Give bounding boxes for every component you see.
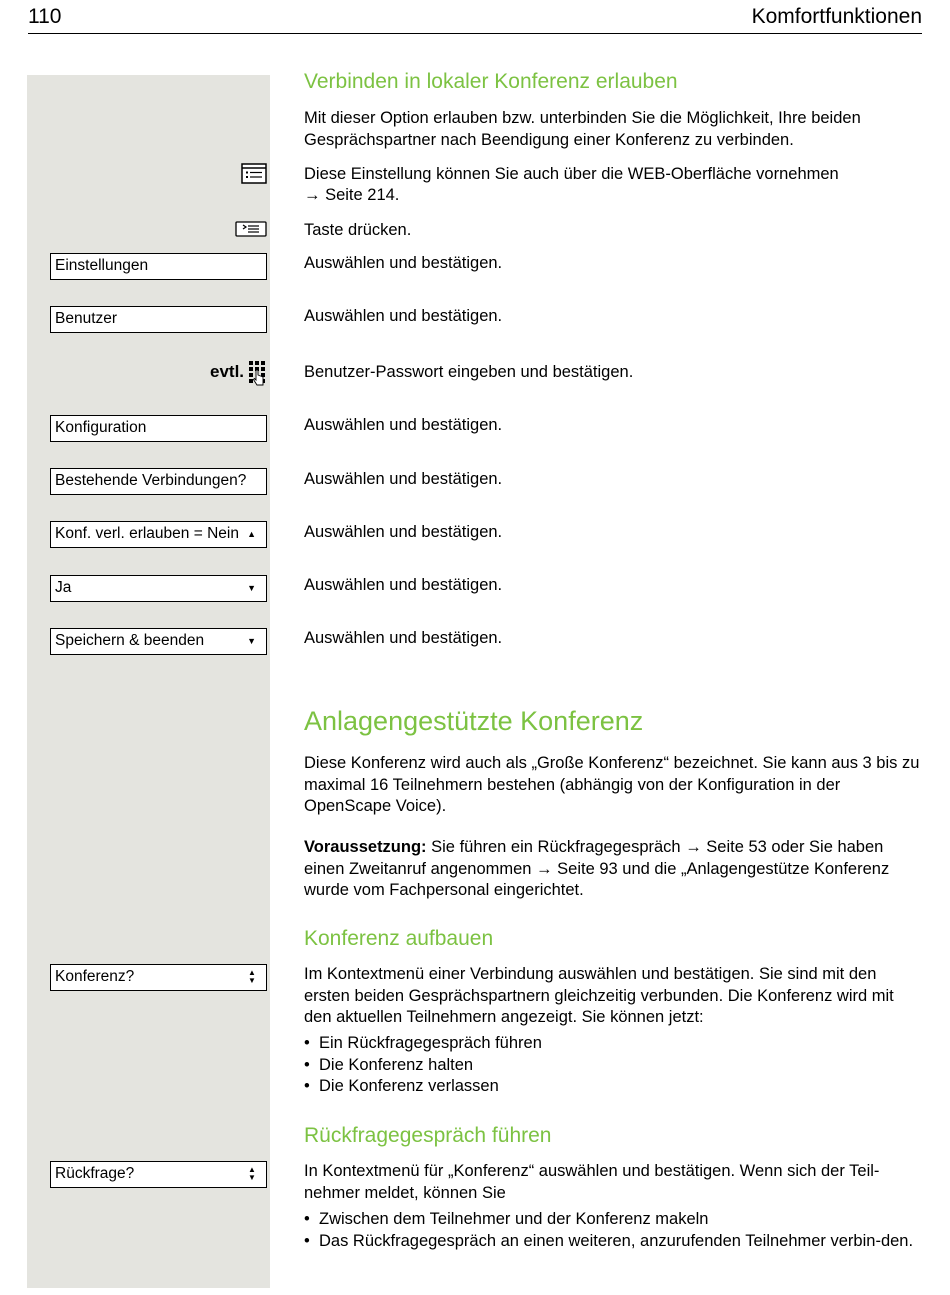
web-settings-icon [241,163,267,184]
list-item: • Die Konferenz verlassen [304,1076,924,1098]
step-text: Auswählen und bestätigen. [304,470,503,488]
page-reference-link[interactable]: → Seite 214. [304,186,400,204]
menu-label: Konfiguration [55,419,147,436]
menu-label: Rückfrage? [55,1165,135,1182]
section-heading: Verbinden in lokaler Konferenz erlauben [304,70,678,93]
menu-item-konfiguration[interactable] [50,415,267,442]
menu-item-speichern-beenden[interactable] [50,628,267,655]
step-text: Auswählen und bestätigen. [304,416,503,434]
up-arrow-icon: ▲ [248,968,256,977]
menu-key-icon [235,221,267,237]
subsection-text: Im Kontextmenü einer Verbindung auswählen und bestätigen. Sie sind mit den ersten beiden Gesprächspartnern gleichzeitig verbunden. Die Konferenz wird mit den aktuellen Teilnehmern angezeigt. Sie können jetzt: [304,965,894,1026]
menu-item-einstellungen[interactable] [50,253,267,280]
section-intro: Mit dieser Option erlauben bzw. unterbinden Sie die Möglichkeit, Ihre beiden Gesprächspartner nach Beendigung einer Konferenz zu verbinden. [304,109,861,149]
list-item: • Zwischen dem Teilnehmer und der Konferenz makeln [304,1209,924,1231]
up-arrow-icon: ▲ [248,1165,256,1174]
menu-label: Einstellungen [55,257,149,274]
step-text: Auswählen und bestätigen. [304,307,503,325]
chapter-title: Komfortfunktionen [751,5,922,28]
scroll-up-down-icon [248,1166,256,1182]
menu-label: Konferenz? [55,968,135,985]
prerequisite-label: Voraussetzung: [304,838,427,856]
step-text: Auswählen und bestätigen. [304,629,503,647]
scroll-up-arrow-icon: ▲ [247,529,256,539]
subsection-heading: Rückfragegespräch führen [304,1124,552,1147]
evtl-label: evtl. [210,362,245,381]
header-divider [28,33,922,34]
down-arrow-icon: ▼ [248,1173,256,1182]
step-text: Auswählen und bestätigen. [304,523,503,541]
prerequisite-text [304,837,924,902]
menu-label: Speichern & beenden [55,632,205,649]
web-note-line1: Diese Einstellung können Sie auch über die WEB-Oberfläche vornehmen [304,165,839,183]
step-text: Benutzer-Passwort eingeben und bestätigen. [304,363,634,381]
prerequisite-body: Sie führen ein Rückfragegespräch → Seite 53 oder Sie haben einen Zweitanruf angenommen → Seite 93 und die „Anlagengestütze Konferenz wurde vom Fachpersonal eingerichtet. [304,838,890,899]
section-intro: Diese Konferenz wird auch als „Große Konferenz“ bezeichnet. Sie kann aus 3 bis zu maximal 16 Teilnehmern bestehen (abhängig von der Konfiguration in der OpenScape Voice). [304,754,920,815]
list-item: • Ein Rückfragegespräch führen [304,1033,924,1055]
menu-item-konf-verl-erlauben[interactable] [50,521,267,548]
down-arrow-icon: ▼ [248,976,256,985]
scroll-up-down-icon [248,969,256,985]
subsection-text: In Kontextmenü für „Konferenz“ auswählen und bestätigen. Wenn sich der Teil-nehmer meldet, können Sie [304,1162,880,1202]
section-heading-large: Anlagengestützte Konferenz [304,706,644,736]
keypad-icon [248,360,268,386]
menu-item-konferenz[interactable] [50,964,267,991]
list-item: • Das Rückfragegespräch an einen weiteren, anzurufenden Teilnehmer verbin-den. [304,1231,924,1253]
menu-item-bestehende-verbindungen[interactable] [50,468,267,495]
menu-item-ja[interactable] [50,575,267,602]
step-text: Auswählen und bestätigen. [304,576,503,594]
scroll-down-arrow-icon: ▼ [247,636,256,646]
menu-label: Benutzer [55,310,118,327]
step-text: Taste drücken. [304,221,412,239]
subsection-heading: Konferenz aufbauen [304,927,494,950]
list-item: • Die Konferenz halten [304,1055,924,1077]
menu-item-benutzer[interactable] [50,306,267,333]
menu-item-rueckfrage[interactable] [50,1161,267,1188]
scroll-down-arrow-icon: ▼ [247,583,256,593]
step-text: Auswählen und bestätigen. [304,254,503,272]
menu-label: Bestehende Verbindungen? [55,472,247,489]
menu-label: Ja [55,579,72,596]
menu-label: Konf. verl. erlauben = Nein [55,525,239,542]
page-number: 110 [28,5,62,28]
